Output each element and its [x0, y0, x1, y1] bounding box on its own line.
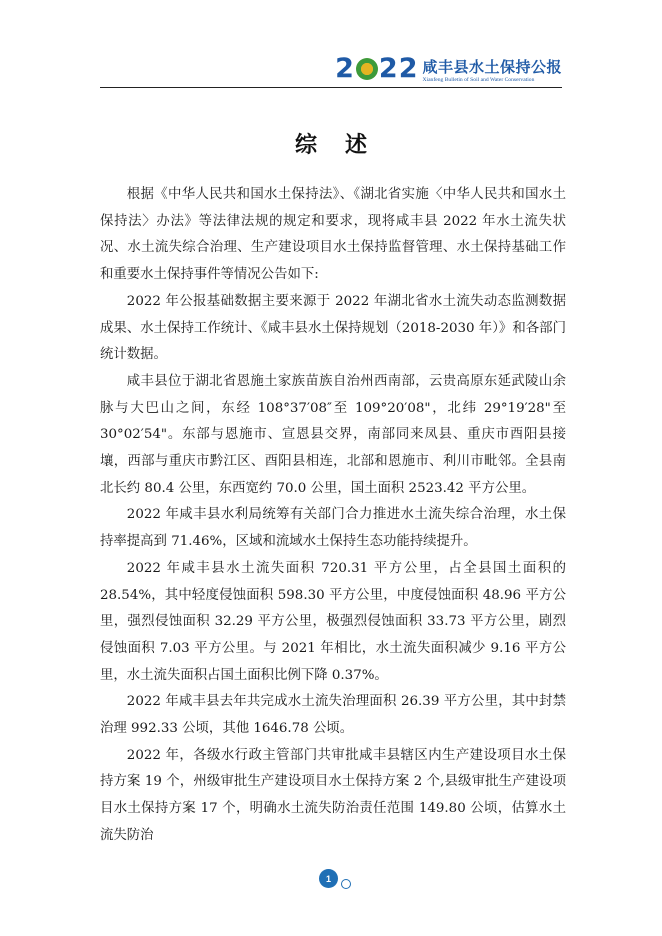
year-2022: [335, 54, 418, 84]
page-number-badge: 1: [319, 869, 338, 888]
paragraph: 2022 年咸丰县水利局统筹有关部门合力推进水土流失综合治理，水土保持率提高到 71.46%，区域和流域水土保持生态功能持续提升。: [100, 507, 566, 550]
bulletin-logo: [335, 50, 562, 84]
bulletin-title: 咸丰县水土保持公报: [422, 58, 562, 76]
paragraph: 2022 年公报基础数据主要来源于 2022 年湖北省水土流失动态监测数据成果、水土保持工作统计、《咸丰县水土保持规划（2018-2030 年）》和各部门统计数据。: [100, 293, 566, 363]
bulletin-header: [100, 48, 562, 88]
paragraph: 2022 年咸丰县水土流失面积 720.31 平方公里，占全县国土面积的 28.54%，其中轻度侵蚀面积 598.30 平方公里，中度侵蚀面积 48.96 平方公里，强烈侵蚀面积 32.29 平方公里，极强烈侵蚀面积 33.73 平方公里，剧烈侵蚀面积 7.03 平方公里。与 2021 年相比，水土流失面积减少 9.16 平方公里，水土流失面积占国土面积比例下降 0.37%。: [100, 560, 566, 683]
paragraph: 咸丰县位于湖北省恩施土家族苗族自治州西南部，云贵高原东延武陵山余脉与大巴山之间，东经 108°37′08″至 109°20′08"，北纬 29°19′28"至 30°02′54"。东部与恩施市、宣恩县交界，南部同来凤县、重庆市酉阳县接壤，西部与重庆市黔江区、酉阳县相连，北部和恩施市、利川市毗邻。全县南北长约 80.4 公里，东西宽约 70.0 公里，国土面积 2523.42 平方公里。: [100, 373, 566, 496]
paragraph: 2022 年咸丰县去年共完成水土流失治理面积 26.39 平方公里，其中封禁治理 992.33 公顷，其他 1646.78 公顷。: [100, 694, 566, 737]
year-digit-first: 2: [335, 53, 355, 84]
header-divider: [100, 87, 562, 88]
speech-bubble-icon: [341, 879, 351, 889]
page-title: 综述: [294, 133, 395, 158]
soil-water-conservation-emblem-icon: [356, 58, 378, 80]
paragraph: 根据《中华人民共和国水土保持法》、《湖北省实施〈中华人民共和国水土保持法〉办法》等法律法规的规定和要求，现将咸丰县 2022 年水土流失状况、水土流失综合治理、生产建设项目水土保持监督管理、水土保持基础工作和重要水土保持事件等情况公告如下:: [100, 187, 566, 283]
document-body: [100, 182, 566, 850]
year-digits-rest: 22: [378, 53, 419, 84]
brand-block: [422, 59, 562, 84]
bulletin-subtitle: Xianfeng Bulletin of Soil and Water Conservation: [422, 77, 535, 83]
paragraph: 2022 年，各级水行政主管部门共审批咸丰县辖区内生产建设项目水土保持方案 19 个，州级审批生产建设项目水土保持方案 2 个,县级审批生产建设项目水土保持方案 17 个，明确水土流失防治责任范围 149.80 公顷，估算水土流失防治: [100, 747, 566, 843]
